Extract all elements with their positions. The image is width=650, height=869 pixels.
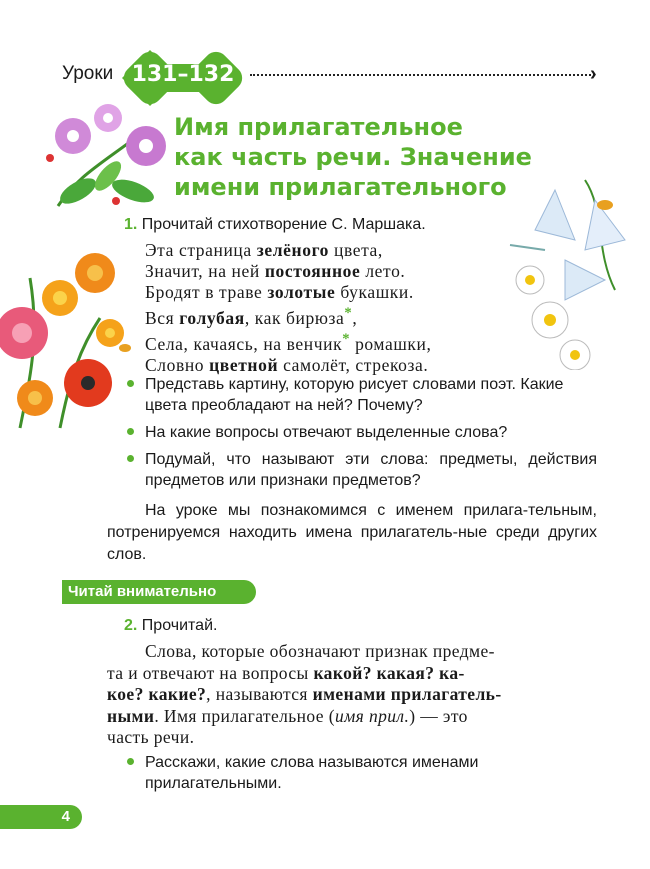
- poem-line: Вся голубая, как бирюза*,: [145, 305, 358, 328]
- intro-paragraph: На уроке мы познакомимся с именем прилага-тельным, потренируемся находить имена прилагатель-ные среди других слов.: [107, 502, 597, 563]
- lessons-range: 131–132: [131, 62, 235, 87]
- rule-box: [107, 641, 597, 749]
- rule-line: Слова, которые обозначают признак предме-: [145, 641, 495, 661]
- bullet-dot-icon: [127, 380, 134, 387]
- task-number: 1.: [124, 216, 138, 233]
- lily-daisy-flowers-icon: [505, 170, 645, 370]
- header-dotted-line: [250, 74, 595, 76]
- footnote-star: *: [344, 305, 353, 321]
- bullet-item: Расскажи, какие слова называются именами прилагательными.: [145, 752, 597, 794]
- poem-line: Эта страница зелёного цвета,: [145, 240, 383, 260]
- rule-line: кое? какие?, называются именами прилагатель-: [107, 684, 502, 704]
- rule-line: часть речи.: [107, 727, 195, 747]
- section-tag: Читай внимательно: [62, 580, 256, 604]
- bullet-item: Подумай, что называют эти слова: предметы, действия предметов или признаки предметов?: [145, 449, 597, 491]
- task-number: 2.: [124, 617, 138, 634]
- title-line: имени прилагательного: [174, 173, 507, 201]
- rule-line: ными. Имя прилагательное (имя прил.) — это: [107, 705, 468, 726]
- marigold-poppy-flowers-icon: [0, 238, 142, 438]
- poem-line: Села, качаясь, на венчик* ромашки,: [145, 330, 432, 354]
- title-line: Имя прилагательное: [174, 113, 463, 141]
- lessons-label: Уроки: [62, 63, 114, 84]
- bullet-dot-icon: [127, 428, 134, 435]
- task-2-instruction: [124, 617, 217, 635]
- poem-line: Словно цветной самолёт, стрекоза.: [145, 354, 429, 375]
- bullet-item: На какие вопросы отвечают выделенные слова?: [145, 422, 597, 443]
- page-number: 4: [0, 805, 82, 829]
- bullet-dot-icon: [127, 758, 134, 765]
- poem: [145, 240, 505, 376]
- instruction-text: Прочитай стихотворение С. Маршака.: [141, 216, 426, 233]
- morning-glory-flowers-icon: [38, 96, 168, 211]
- instruction-text: Прочитай.: [141, 617, 218, 634]
- arrow-right-icon: ›: [590, 63, 597, 85]
- bullet-dot-icon: [127, 455, 134, 462]
- rule-line: та и отвечают на вопросы какой? какая? ка-: [107, 662, 465, 683]
- bullet-item: Представь картину, которую рисует словами поэт. Какие цвета преобладают на ней? Почему?: [145, 374, 597, 416]
- task-1-instruction: [124, 216, 426, 234]
- title-line: как часть речи. Значение: [174, 143, 532, 171]
- poem-line: Значит, на ней постоянное лето.: [145, 261, 406, 281]
- footnote-star: *: [342, 330, 351, 347]
- poem-line: Бродят в траве золотые букашки.: [145, 282, 414, 302]
